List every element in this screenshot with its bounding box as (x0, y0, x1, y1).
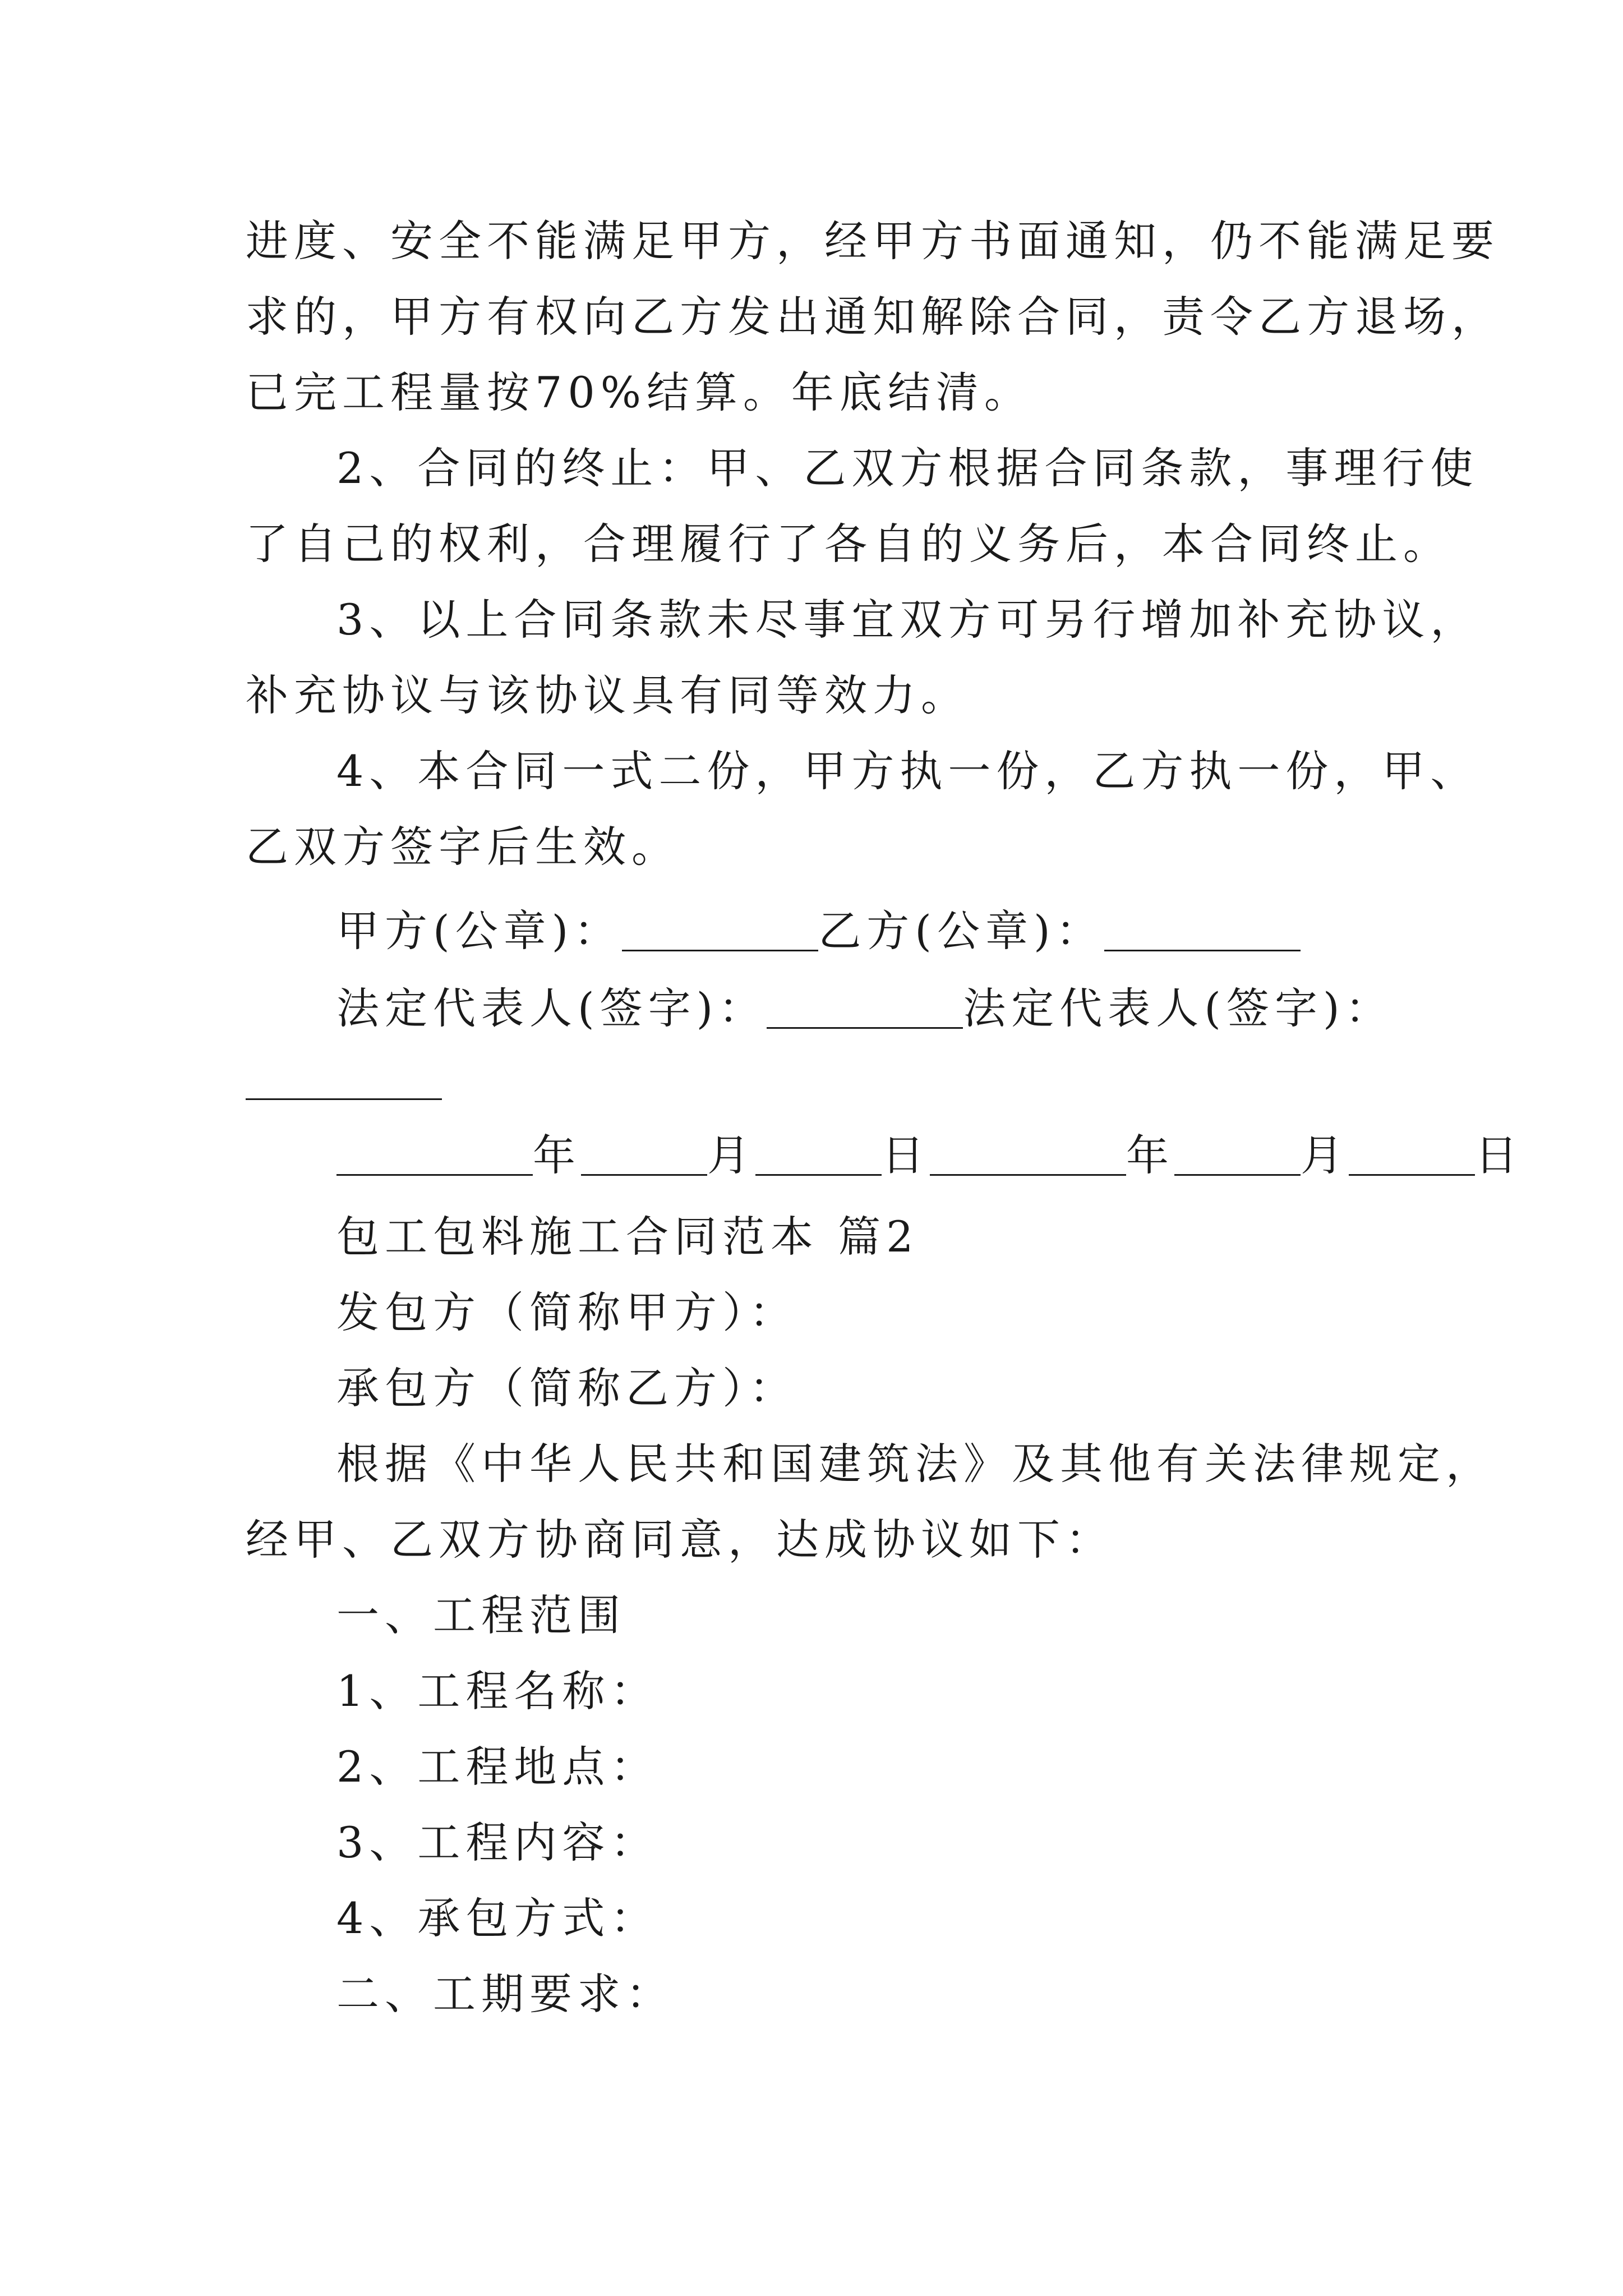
paragraph-line: 4、本合同一式二份，甲方执一份，乙方执一份，甲、 (336, 746, 1479, 796)
date-blank (1174, 1135, 1301, 1176)
signature-blank (622, 910, 818, 951)
paragraph-line: 补充协议与该协议具有同等效力。 (246, 670, 969, 720)
employer-line: 发包方（简称甲方）： (336, 1287, 797, 1337)
date-blank (336, 1135, 533, 1176)
date-blank (755, 1135, 882, 1176)
representative-line (336, 981, 1503, 1037)
party-a-seal-label: 甲方(公章)： (336, 906, 623, 956)
year-label: 年 (1126, 1130, 1174, 1180)
date-blank (581, 1135, 707, 1176)
month-label: 月 (1301, 1130, 1349, 1180)
paragraph-line: 经甲、乙双方协商同意，达成协议如下： (246, 1515, 1114, 1565)
party-b-seal-label: 乙方(公章)： (818, 906, 1104, 956)
list-item: 2、工程地点： (336, 1742, 659, 1792)
paragraph-line: 求的，甲方有权向乙方发出通知解除合同，责令乙方退场， (246, 292, 1500, 342)
list-item: 4、承包方式： (336, 1893, 659, 1943)
day-label: 日 (882, 1130, 930, 1180)
day-label: 日 (1475, 1130, 1523, 1180)
paragraph-line: 已完工程量按70%结算。年底结清。 (246, 367, 1032, 417)
rep-a-label: 法定代表人(签字)： (336, 983, 767, 1033)
date-blank (1349, 1135, 1475, 1176)
year-label: 年 (533, 1130, 581, 1180)
signature-blank (1104, 910, 1301, 951)
signature-blank (246, 1098, 442, 1100)
paragraph-line: 了自己的权利，合理履行了各自的义务后，本合同终止。 (246, 519, 1451, 569)
signature-blank (767, 988, 963, 1029)
paragraph-line: 2、合同的终止：甲、乙双方根据合同条款，事理行使 (336, 443, 1479, 493)
section-title: 包工包料施工合同范本 篇2 (336, 1212, 919, 1262)
paragraph-line: 乙双方签字后生效。 (246, 822, 680, 872)
list-item: 1、工程名称： (336, 1666, 659, 1716)
paragraph-line: 根据《中华人民共和国建筑法》及其他有关法律规定， (336, 1439, 1494, 1489)
date-line (336, 1128, 1523, 1184)
list-item: 3、工程内容： (336, 1818, 659, 1867)
paragraph-line: 3、以上合同条款未尽事宜双方可另行增加补充协议， (336, 595, 1479, 645)
date-blank (930, 1135, 1126, 1176)
rep-b-label: 法定代表人(签字)： (963, 983, 1394, 1033)
seal-line (336, 903, 1503, 959)
heading: 一、工程范围 (336, 1590, 626, 1640)
heading: 二、工期要求： (336, 1969, 674, 2019)
contractor-line: 承包方（简称乙方）： (336, 1363, 797, 1413)
month-label: 月 (707, 1130, 755, 1180)
paragraph-line: 进度、安全不能满足甲方，经甲方书面通知，仍不能满足要 (246, 216, 1500, 266)
